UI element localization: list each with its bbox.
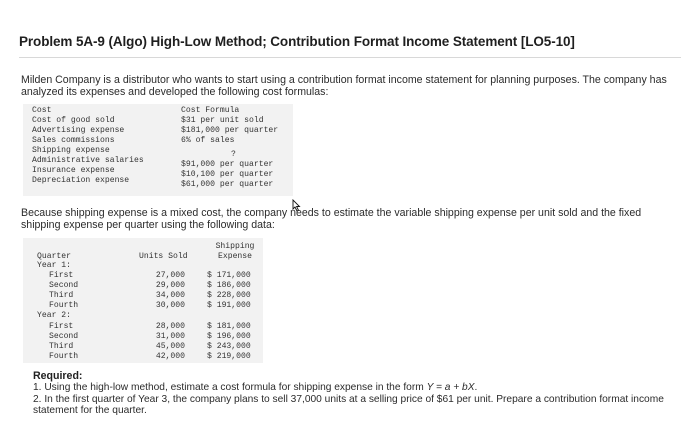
required-item-2: 2. In the first quarter of Year 3, the company plans to sell 37,000 units at a selling price of $61 per unit. Prepare a contribution format income statement for the quarter. xyxy=(33,393,664,417)
expense-header: Expense xyxy=(218,252,252,261)
table-row xyxy=(23,291,263,301)
quarter-label: Second xyxy=(49,332,79,341)
units-value: 27,000 xyxy=(155,271,185,280)
title-divider xyxy=(19,57,681,58)
cost-formula-header xyxy=(23,106,293,116)
quarter-label: Third xyxy=(49,291,74,300)
units-value: 34,000 xyxy=(155,291,185,300)
cost-formula: $10,100 per quarter xyxy=(181,170,274,179)
cost-label: Insurance expense xyxy=(32,166,115,175)
expense-value: $ 191,000 xyxy=(207,301,251,310)
expense-value: $ 228,000 xyxy=(207,291,251,300)
quarter-header: Quarter xyxy=(37,252,71,261)
table-row xyxy=(23,301,263,311)
units-value: 45,000 xyxy=(155,342,185,351)
cost-formula-row xyxy=(23,176,293,190)
units-value: 42,000 xyxy=(155,352,185,361)
cost-label: Sales commissions xyxy=(32,136,115,145)
units-value: 30,000 xyxy=(155,301,185,310)
cost-formula: ? xyxy=(231,150,236,159)
expense-value: $ 186,000 xyxy=(207,281,251,290)
cost-label: Advertising expense xyxy=(32,126,125,135)
cost-formula-table xyxy=(23,104,293,196)
shipping-header: Shipping xyxy=(215,242,255,251)
year-2-label: Year 2: xyxy=(37,311,71,320)
required-item-1-end: . xyxy=(474,382,478,393)
cost-formula-row xyxy=(23,126,293,136)
shipping-data-table xyxy=(23,238,263,363)
required-item-1 xyxy=(33,382,673,394)
quarter-label: Fourth xyxy=(49,301,79,310)
cost-formula: $61,000 per quarter xyxy=(181,180,274,189)
cost-formula-row xyxy=(23,136,293,146)
expense-value: $ 243,000 xyxy=(207,342,251,351)
required-item-1-text: 1. Using the high-low method, estimate a cost formula for shipping expense in the form xyxy=(33,382,427,393)
year-1-label: Year 1: xyxy=(37,261,71,270)
quarter-label: First xyxy=(49,271,74,280)
required-list xyxy=(33,382,673,417)
intro-paragraph: Milden Company is a distributor who wants to start using a contribution format income statement for planning purposes. The company has analyzed its expenses and developed the following cost formulas: xyxy=(21,74,667,98)
shipping-header-row-1 xyxy=(23,242,263,252)
expense-value: $ 196,000 xyxy=(207,332,251,341)
expense-value: $ 181,000 xyxy=(207,322,251,331)
year-label xyxy=(23,261,263,271)
quarter-label: Fourth xyxy=(49,352,79,361)
cost-formula-row xyxy=(23,116,293,126)
year-label xyxy=(23,311,263,321)
cost-formula: $31 per unit sold xyxy=(181,116,264,125)
units-sold-header: Units Sold xyxy=(139,252,188,261)
shipping-intro-paragraph: Because shipping expense is a mixed cost, the company needs to estimate the variable shipping expense per unit sold and the fixed shipping expense per quarter using the following data: xyxy=(21,207,642,231)
formula-header: Cost Formula xyxy=(181,106,240,115)
table-row xyxy=(23,271,263,281)
quarter-label: Third xyxy=(49,342,74,351)
cost-formula: $91,000 per quarter xyxy=(181,160,274,169)
cost-formula-expression: Y = a + bX xyxy=(426,382,475,393)
table-row xyxy=(23,342,263,352)
quarter-label: Second xyxy=(49,281,79,290)
table-row xyxy=(23,352,263,362)
cost-header: Cost xyxy=(32,106,52,115)
units-value: 31,000 xyxy=(155,332,185,341)
expense-value: $ 219,000 xyxy=(207,352,251,361)
cost-formula: $181,000 per quarter xyxy=(181,126,279,135)
table-row xyxy=(23,332,263,342)
cost-label: Depreciation expense xyxy=(32,176,130,185)
table-row xyxy=(23,322,263,332)
quarter-label: First xyxy=(49,322,74,331)
units-value: 28,000 xyxy=(155,322,185,331)
cost-label: Administrative salaries xyxy=(32,156,144,165)
units-value: 29,000 xyxy=(155,281,185,290)
page-title: Problem 5A-9 (Algo) High-Low Method; Contribution Format Income Statement [LO5-10] xyxy=(19,34,575,49)
cost-label: Shipping expense xyxy=(32,146,110,155)
cost-formula: 6% of sales xyxy=(181,136,235,145)
required-heading: Required: xyxy=(33,370,83,382)
table-row xyxy=(23,281,263,291)
expense-value: $ 171,000 xyxy=(207,271,251,280)
cost-formula-row xyxy=(23,146,293,159)
cost-label: Cost of good sold xyxy=(32,116,115,125)
